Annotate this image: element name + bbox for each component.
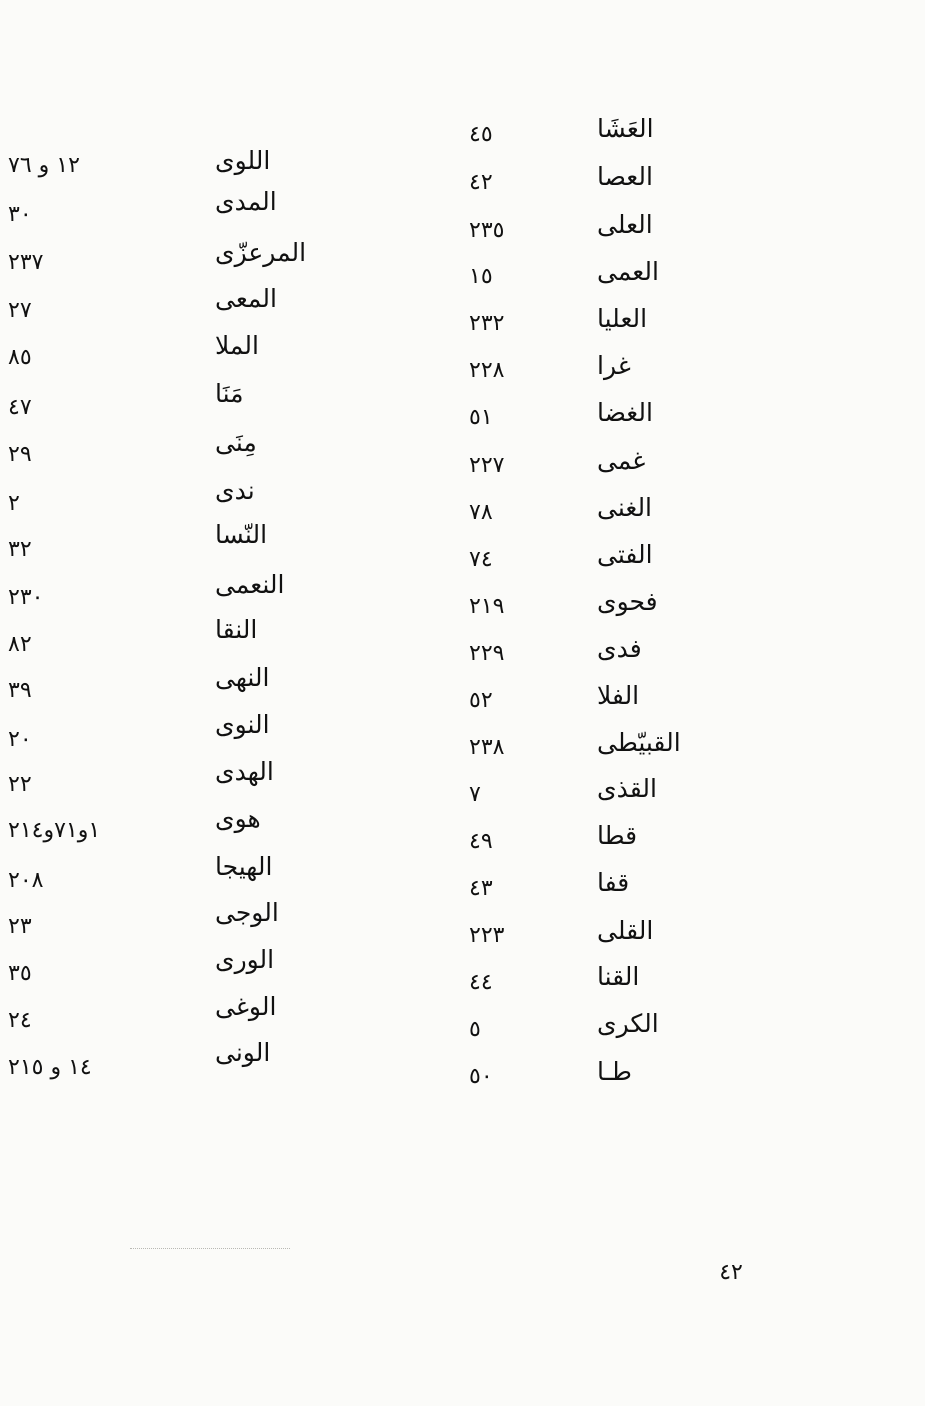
right-page-ref: ٥١ (469, 404, 493, 430)
left-word: الوغى (215, 991, 277, 1021)
left-word: هوى (215, 803, 261, 833)
right-word: الغضا (597, 397, 653, 427)
left-page-ref: ٢٣٠ (8, 584, 44, 610)
left-page-ref: ٢ (8, 490, 20, 516)
left-word: الورى (215, 944, 275, 974)
left-page-ref: ٣٠ (8, 201, 32, 227)
right-word: القنا (597, 961, 640, 991)
right-word: الكرى (597, 1008, 659, 1038)
left-word: المرعزّى (215, 237, 307, 267)
scan-mark (130, 1248, 290, 1251)
right-page-ref: ٤٣ (469, 875, 493, 901)
left-word: الوجى (215, 897, 279, 927)
right-page-ref: ٧ (469, 781, 481, 807)
left-page-ref: ٣٩ (8, 677, 32, 703)
left-page-ref: ٢٠ (8, 726, 32, 752)
right-word: طـا (597, 1056, 632, 1086)
right-word: الفلا (597, 680, 640, 710)
right-page-ref: ١٥ (469, 263, 493, 289)
left-page-ref: ٢٣ (8, 913, 32, 939)
left-word: النعمى (215, 569, 285, 599)
right-page-ref: ٤٢ (469, 169, 493, 195)
right-word: العصا (597, 161, 653, 191)
left-page-ref: ١و٧١و٢١٤ (8, 817, 101, 843)
left-word: مِنَى (215, 427, 257, 457)
left-page-ref: ٢٢ (8, 771, 32, 797)
right-page-ref: ٧٨ (469, 499, 493, 525)
left-word: المعى (215, 283, 277, 313)
right-page-ref: ٢٢٩ (469, 640, 505, 666)
left-word: اللوى (215, 145, 271, 175)
left-page-ref: ٣٢ (8, 536, 32, 562)
right-page-ref: ٢٢٧ (469, 452, 505, 478)
left-word: الهدى (215, 756, 274, 786)
left-word: ندى (215, 475, 255, 505)
left-word: الونى (215, 1037, 271, 1067)
right-word: غمى (597, 445, 646, 475)
right-page-ref: ٢٣٨ (469, 734, 505, 760)
left-page-ref: ٢٣٧ (8, 249, 44, 275)
right-page-ref: ٥ (469, 1016, 481, 1042)
right-word: القلى (597, 915, 654, 945)
right-word: العمى (597, 256, 659, 286)
left-word: النوى (215, 709, 270, 739)
right-page-ref: ٥٢ (469, 687, 493, 713)
right-page-ref: ٤٤ (469, 969, 493, 995)
right-word: القذى (597, 773, 657, 803)
left-word: مَنَا (215, 378, 244, 408)
right-word: العليا (597, 303, 648, 333)
left-page-ref: ٨٢ (8, 631, 32, 657)
left-word: الملا (215, 330, 259, 360)
right-page-ref: ٢٣٥ (469, 217, 505, 243)
right-word: العَشَا (597, 113, 654, 143)
right-word: الفتى (597, 539, 653, 569)
right-page-ref: ٤٩ (469, 828, 493, 854)
left-word: الهيجا (215, 851, 273, 881)
right-page-ref: ٤٥ (469, 121, 493, 147)
left-word: المدى (215, 186, 277, 216)
page-number: ٤٢ (719, 1259, 743, 1285)
right-word: غرا (597, 350, 631, 380)
left-word: النقا (215, 614, 258, 644)
left-page-ref: ٢٠٨ (8, 867, 44, 893)
left-word: النّسا (215, 519, 268, 549)
right-page-ref: ٢١٩ (469, 593, 505, 619)
left-page-ref: ٢٤ (8, 1007, 32, 1033)
right-page-ref: ٢٢٨ (469, 357, 505, 383)
right-word: الغنى (597, 492, 653, 522)
left-page-ref: ٨٥ (8, 344, 32, 370)
right-page-ref: ٧٤ (469, 546, 493, 572)
left-page-ref: ١٢ و ٧٦ (8, 152, 80, 178)
right-page-ref: ٢٣٢ (469, 310, 505, 336)
left-page-ref: ٢٧ (8, 297, 32, 323)
right-word: القبيّطى (597, 727, 681, 757)
right-word: فدى (597, 633, 642, 663)
left-page-ref: ٣٥ (8, 960, 32, 986)
right-word: فحوى (597, 586, 658, 616)
left-page-ref: ١٤ و ٢١٥ (8, 1054, 92, 1080)
right-word: قفا (597, 867, 630, 897)
left-word: النهى (215, 662, 270, 692)
left-page-ref: ٢٩ (8, 441, 32, 467)
right-page-ref: ٥٠ (469, 1063, 493, 1089)
right-word: قطا (597, 820, 638, 850)
right-page-ref: ٢٢٣ (469, 922, 505, 948)
left-page-ref: ٤٧ (8, 394, 32, 420)
right-word: العلى (597, 209, 653, 239)
